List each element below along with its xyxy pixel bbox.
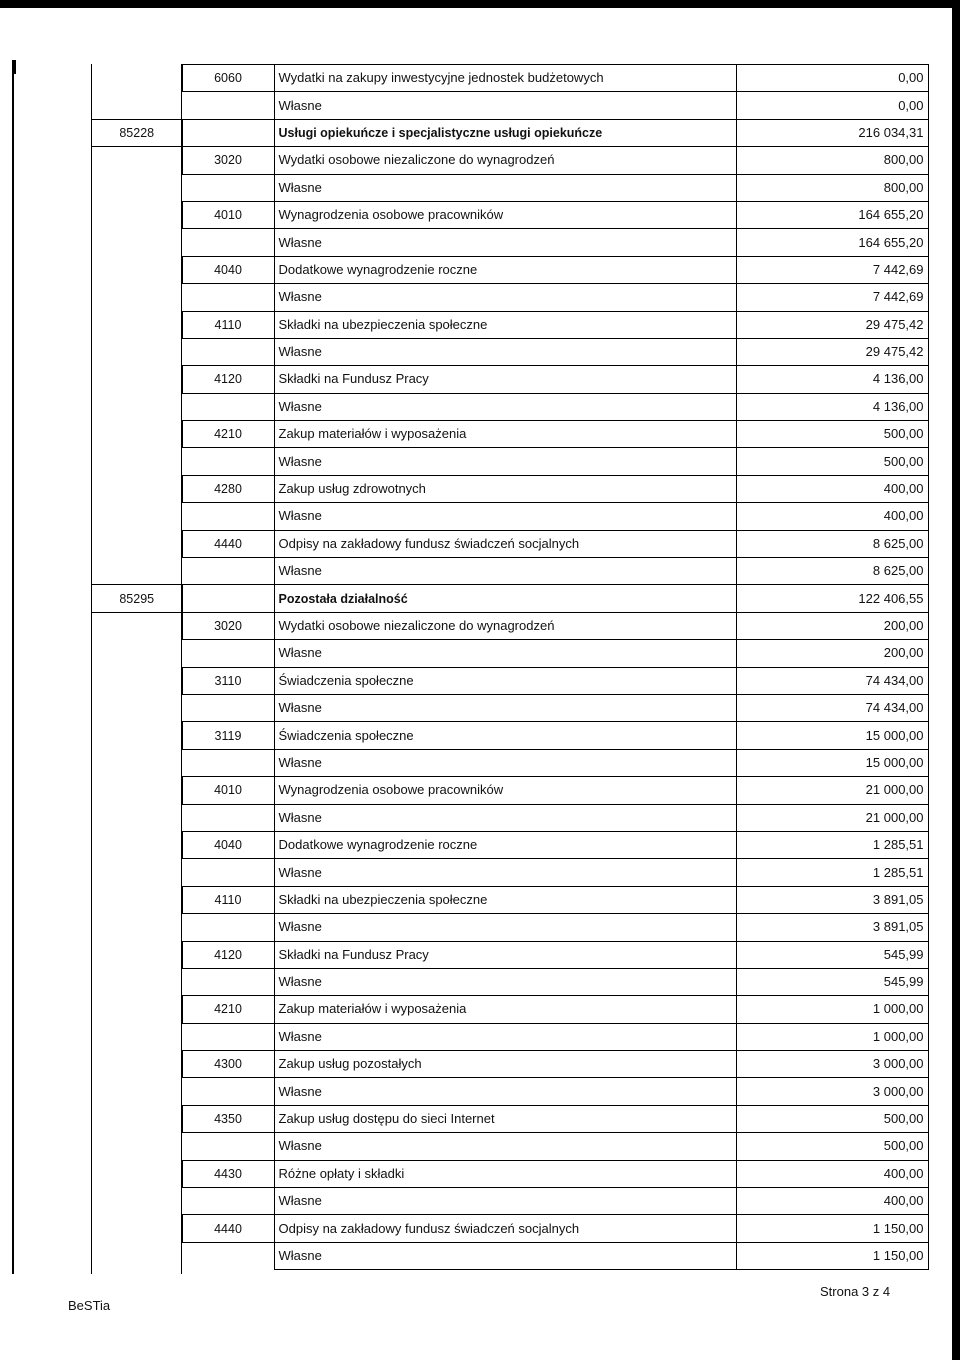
item-name-cell (274, 914, 736, 941)
item-name: Własne (278, 700, 322, 716)
paragraph-code (182, 1078, 274, 1105)
amount: 74 434,00 (736, 694, 928, 721)
item-name: Świadczenia społeczne (278, 727, 414, 743)
amount: 3 891,05 (736, 886, 928, 913)
item-name: Własne (278, 344, 322, 360)
item-name: Zakup usług zdrowotnych (278, 481, 426, 497)
item-name-cell (274, 311, 736, 338)
item-name: Zakup usług pozostałych (278, 1056, 422, 1072)
item-name-cell (274, 65, 736, 92)
chapter-code (92, 475, 182, 502)
item-name: Usługi opiekuńcze i specjalistyczne usługi opiekuńcze (278, 125, 603, 140)
item-name: Własne (278, 1138, 322, 1154)
amount: 122 406,55 (736, 585, 928, 612)
item-name: Składki na ubezpieczenia społeczne (278, 316, 488, 332)
source-row (92, 1078, 928, 1105)
paragraph-row (92, 256, 928, 283)
source-row (92, 968, 928, 995)
budget-table-container (92, 64, 928, 1270)
item-name-cell (274, 448, 736, 475)
item-name: Świadczenia społeczne (278, 672, 414, 688)
item-name: Zakup materiałów i wyposażenia (278, 1001, 467, 1017)
item-name-cell (274, 804, 736, 831)
amount: 500,00 (736, 421, 928, 448)
scan-border-right (952, 0, 960, 1360)
chapter-code (92, 558, 182, 585)
paragraph-row (92, 886, 928, 913)
paragraph-code (182, 448, 274, 475)
item-name-cell (274, 1051, 736, 1078)
item-name-cell (274, 421, 736, 448)
paragraph-code: 4120 (182, 366, 274, 393)
amount: 3 000,00 (736, 1051, 928, 1078)
item-name: Dodatkowe wynagrodzenie roczne (278, 261, 478, 277)
source-row (92, 1188, 928, 1215)
item-name: Własne (278, 1028, 322, 1044)
item-name-cell (274, 1105, 736, 1132)
item-name: Własne (278, 645, 322, 661)
paragraph-row (92, 996, 928, 1023)
chapter-code (92, 393, 182, 420)
source-row (92, 174, 928, 201)
chapter-code (92, 1023, 182, 1050)
paragraph-code (182, 585, 274, 612)
item-name-cell (274, 859, 736, 886)
chapter-code (92, 147, 182, 174)
chapter-code (92, 640, 182, 667)
paragraph-code: 6060 (182, 65, 274, 92)
item-name: Własne (278, 508, 322, 524)
amount: 29 475,42 (736, 311, 928, 338)
paragraph-row (92, 667, 928, 694)
chapter-code (92, 174, 182, 201)
source-row (92, 338, 928, 365)
item-name: Własne (278, 974, 322, 990)
page-margin-line (12, 64, 14, 1274)
paragraph-code: 4010 (182, 201, 274, 228)
paragraph-code (182, 914, 274, 941)
amount: 400,00 (736, 503, 928, 530)
item-name-cell (274, 1078, 736, 1105)
amount: 1 285,51 (736, 859, 928, 886)
amount: 3 000,00 (736, 1078, 928, 1105)
chapter-code (92, 92, 182, 119)
paragraph-code: 4040 (182, 831, 274, 858)
budget-table (92, 64, 929, 1270)
paragraph-code: 3110 (182, 667, 274, 694)
paragraph-code: 4440 (182, 530, 274, 557)
paragraph-code (182, 229, 274, 256)
paragraph-code (182, 749, 274, 776)
chapter-code (92, 1105, 182, 1132)
paragraph-code: 3020 (182, 612, 274, 639)
chapter-code (92, 201, 182, 228)
paragraph-row (92, 831, 928, 858)
paragraph-row (92, 612, 928, 639)
item-name-cell (274, 503, 736, 530)
item-name-cell (274, 558, 736, 585)
paragraph-code: 4110 (182, 311, 274, 338)
chapter-row (92, 119, 928, 146)
chapter-code (92, 421, 182, 448)
paragraph-code (182, 284, 274, 311)
item-name-cell (274, 229, 736, 256)
paragraph-code (182, 694, 274, 721)
paragraph-code (182, 503, 274, 530)
chapter-code: 85228 (92, 119, 182, 146)
item-name-cell (274, 585, 736, 612)
item-name: Wynagrodzenia osobowe pracowników (278, 782, 504, 798)
item-name: Własne (278, 563, 322, 579)
item-name-cell (274, 119, 736, 146)
item-name-cell (274, 530, 736, 557)
chapter-code (92, 311, 182, 338)
paragraph-row (92, 147, 928, 174)
item-name-cell (274, 475, 736, 502)
chapter-code (92, 256, 182, 283)
amount: 400,00 (736, 475, 928, 502)
source-row (92, 448, 928, 475)
paragraph-code (182, 640, 274, 667)
chapter-code (92, 1133, 182, 1160)
amount: 1 150,00 (736, 1215, 928, 1242)
item-name-cell (274, 996, 736, 1023)
amount: 800,00 (736, 174, 928, 201)
paragraph-code (182, 174, 274, 201)
scan-mark (12, 60, 16, 74)
item-name-cell (274, 284, 736, 311)
paragraph-row (92, 1105, 928, 1132)
chapter-code (92, 229, 182, 256)
amount: 21 000,00 (736, 777, 928, 804)
item-name: Wydatki na zakupy inwestycyjne jednostek budżetowych (278, 70, 604, 86)
chapter-code (92, 886, 182, 913)
source-row (92, 1242, 928, 1269)
source-row (92, 1023, 928, 1050)
chapter-code (92, 1242, 182, 1269)
source-row (92, 749, 928, 776)
item-name: Składki na ubezpieczenia społeczne (278, 891, 488, 907)
chapter-code (92, 859, 182, 886)
item-name: Pozostała działalność (278, 591, 408, 606)
source-row (92, 92, 928, 119)
chapter-code (92, 530, 182, 557)
amount: 164 655,20 (736, 201, 928, 228)
item-name-cell (274, 366, 736, 393)
paragraph-code (182, 968, 274, 995)
amount: 216 034,31 (736, 119, 928, 146)
item-name-cell (274, 1160, 736, 1187)
item-name-cell (274, 1242, 736, 1269)
paragraph-row (92, 530, 928, 557)
paragraph-row (92, 421, 928, 448)
amount: 0,00 (736, 92, 928, 119)
amount: 545,99 (736, 941, 928, 968)
chapter-code (92, 1215, 182, 1242)
chapter-code: 85295 (92, 585, 182, 612)
paragraph-code (182, 338, 274, 365)
paragraph-row (92, 777, 928, 804)
chapter-code (92, 503, 182, 530)
amount: 29 475,42 (736, 338, 928, 365)
item-name: Wydatki osobowe niezaliczone do wynagrodzeń (278, 618, 555, 633)
item-name: Wydatki osobowe niezaliczone do wynagrodzeń (278, 152, 555, 168)
item-name-cell (274, 831, 736, 858)
item-name: Składki na Fundusz Pracy (278, 946, 429, 962)
item-name-cell (274, 1133, 736, 1160)
item-name: Własne (278, 1247, 322, 1263)
item-name-cell (274, 1215, 736, 1242)
item-name: Własne (278, 97, 322, 113)
amount: 400,00 (736, 1188, 928, 1215)
amount: 200,00 (736, 612, 928, 639)
item-name: Własne (278, 234, 322, 250)
chapter-code (92, 366, 182, 393)
chapter-code (92, 1078, 182, 1105)
paragraph-code (182, 92, 274, 119)
source-row (92, 859, 928, 886)
item-name: Własne (278, 453, 322, 469)
item-name: Zakup usług dostępu do sieci Internet (278, 1111, 495, 1127)
paragraph-row (92, 65, 928, 92)
paragraph-row (92, 366, 928, 393)
chapter-code (92, 722, 182, 749)
amount: 1 150,00 (736, 1242, 928, 1269)
chapter-code (92, 612, 182, 639)
amount: 800,00 (736, 147, 928, 174)
amount: 8 625,00 (736, 558, 928, 585)
paragraph-row (92, 201, 928, 228)
paragraph-code: 4440 (182, 1215, 274, 1242)
item-name-cell (274, 694, 736, 721)
item-name: Własne (278, 179, 322, 195)
source-row (92, 914, 928, 941)
item-name: Zakup materiałów i wyposażenia (278, 426, 467, 442)
chapter-code (92, 968, 182, 995)
item-name-cell (274, 338, 736, 365)
chapter-code (92, 694, 182, 721)
item-name-cell (274, 174, 736, 201)
paragraph-row (92, 1160, 928, 1187)
item-name: Różne opłaty i składki (278, 1165, 405, 1181)
item-name: Własne (278, 754, 322, 770)
item-name: Odpisy na zakładowy fundusz świadczeń socjalnych (278, 535, 580, 551)
chapter-row (92, 585, 928, 612)
paragraph-code: 3020 (182, 147, 274, 174)
item-name: Składki na Fundusz Pracy (278, 371, 429, 387)
paragraph-code: 4110 (182, 886, 274, 913)
item-name-cell (274, 147, 736, 174)
paragraph-row (92, 1215, 928, 1242)
amount: 15 000,00 (736, 722, 928, 749)
item-name: Własne (278, 919, 322, 935)
paragraph-code (182, 1188, 274, 1215)
paragraph-code: 4210 (182, 421, 274, 448)
paragraph-code: 4040 (182, 256, 274, 283)
source-row (92, 640, 928, 667)
paragraph-code: 4120 (182, 941, 274, 968)
paragraph-row (92, 1051, 928, 1078)
item-name-cell (274, 722, 736, 749)
chapter-code (92, 914, 182, 941)
amount: 1 000,00 (736, 1023, 928, 1050)
amount: 7 442,69 (736, 256, 928, 283)
item-name-cell (274, 201, 736, 228)
chapter-code (92, 1051, 182, 1078)
source-row (92, 393, 928, 420)
amount: 164 655,20 (736, 229, 928, 256)
item-name-cell (274, 777, 736, 804)
item-name: Własne (278, 864, 322, 880)
amount: 4 136,00 (736, 393, 928, 420)
source-row (92, 1133, 928, 1160)
footer-page-number: Strona 3 z 4 (820, 1284, 891, 1299)
paragraph-row (92, 475, 928, 502)
paragraph-code: 3119 (182, 722, 274, 749)
source-row (92, 558, 928, 585)
paragraph-code: 4300 (182, 1051, 274, 1078)
chapter-code (92, 65, 182, 92)
amount: 3 891,05 (736, 914, 928, 941)
item-name-cell (274, 941, 736, 968)
item-name: Własne (278, 1083, 322, 1099)
item-name-cell (274, 968, 736, 995)
chapter-code (92, 1160, 182, 1187)
scan-border-top (0, 0, 960, 8)
paragraph-code: 4010 (182, 777, 274, 804)
paragraph-code (182, 804, 274, 831)
paragraph-code: 4350 (182, 1105, 274, 1132)
item-name: Własne (278, 398, 322, 414)
item-name-cell (274, 1188, 736, 1215)
item-name-cell (274, 1023, 736, 1050)
amount: 1 000,00 (736, 996, 928, 1023)
chapter-code (92, 996, 182, 1023)
item-name-cell (274, 886, 736, 913)
chapter-code (92, 777, 182, 804)
item-name: Wynagrodzenia osobowe pracowników (278, 207, 504, 223)
amount: 500,00 (736, 1133, 928, 1160)
chapter-code (92, 749, 182, 776)
amount: 0,00 (736, 65, 928, 92)
item-name: Odpisy na zakładowy fundusz świadczeń socjalnych (278, 1220, 580, 1236)
amount: 400,00 (736, 1160, 928, 1187)
amount: 500,00 (736, 448, 928, 475)
budget-table-body (92, 65, 928, 1270)
item-name-cell (274, 92, 736, 119)
item-name: Własne (278, 809, 322, 825)
chapter-code (92, 338, 182, 365)
amount: 4 136,00 (736, 366, 928, 393)
chapter-code (92, 1188, 182, 1215)
chapter-code (92, 448, 182, 475)
amount: 545,99 (736, 968, 928, 995)
paragraph-code: 4430 (182, 1160, 274, 1187)
amount: 1 285,51 (736, 831, 928, 858)
paragraph-code (182, 1242, 274, 1269)
item-name-cell (274, 640, 736, 667)
paragraph-row (92, 941, 928, 968)
amount: 74 434,00 (736, 667, 928, 694)
item-name: Własne (278, 1193, 322, 1209)
chapter-code (92, 831, 182, 858)
paragraph-code: 4210 (182, 996, 274, 1023)
source-row (92, 284, 928, 311)
paragraph-row (92, 722, 928, 749)
item-name-cell (274, 749, 736, 776)
item-name-cell (274, 612, 736, 639)
chapter-code (92, 284, 182, 311)
chapter-code (92, 804, 182, 831)
item-name-cell (274, 667, 736, 694)
paragraph-code: 4280 (182, 475, 274, 502)
amount: 15 000,00 (736, 749, 928, 776)
paragraph-code (182, 1023, 274, 1050)
amount: 500,00 (736, 1105, 928, 1132)
amount: 7 442,69 (736, 284, 928, 311)
paragraph-code (182, 859, 274, 886)
item-name-cell (274, 393, 736, 420)
chapter-code (92, 667, 182, 694)
source-row (92, 694, 928, 721)
item-name: Własne (278, 289, 322, 305)
item-name-cell (274, 256, 736, 283)
paragraph-code (182, 119, 274, 146)
item-name: Dodatkowe wynagrodzenie roczne (278, 837, 478, 853)
paragraph-row (92, 311, 928, 338)
chapter-code (92, 941, 182, 968)
amount: 8 625,00 (736, 530, 928, 557)
amount: 200,00 (736, 640, 928, 667)
source-row (92, 229, 928, 256)
source-row (92, 804, 928, 831)
paragraph-code (182, 393, 274, 420)
paragraph-code (182, 1133, 274, 1160)
amount: 21 000,00 (736, 804, 928, 831)
source-row (92, 503, 928, 530)
footer-software-name: BeSTia (68, 1298, 111, 1313)
paragraph-code (182, 558, 274, 585)
